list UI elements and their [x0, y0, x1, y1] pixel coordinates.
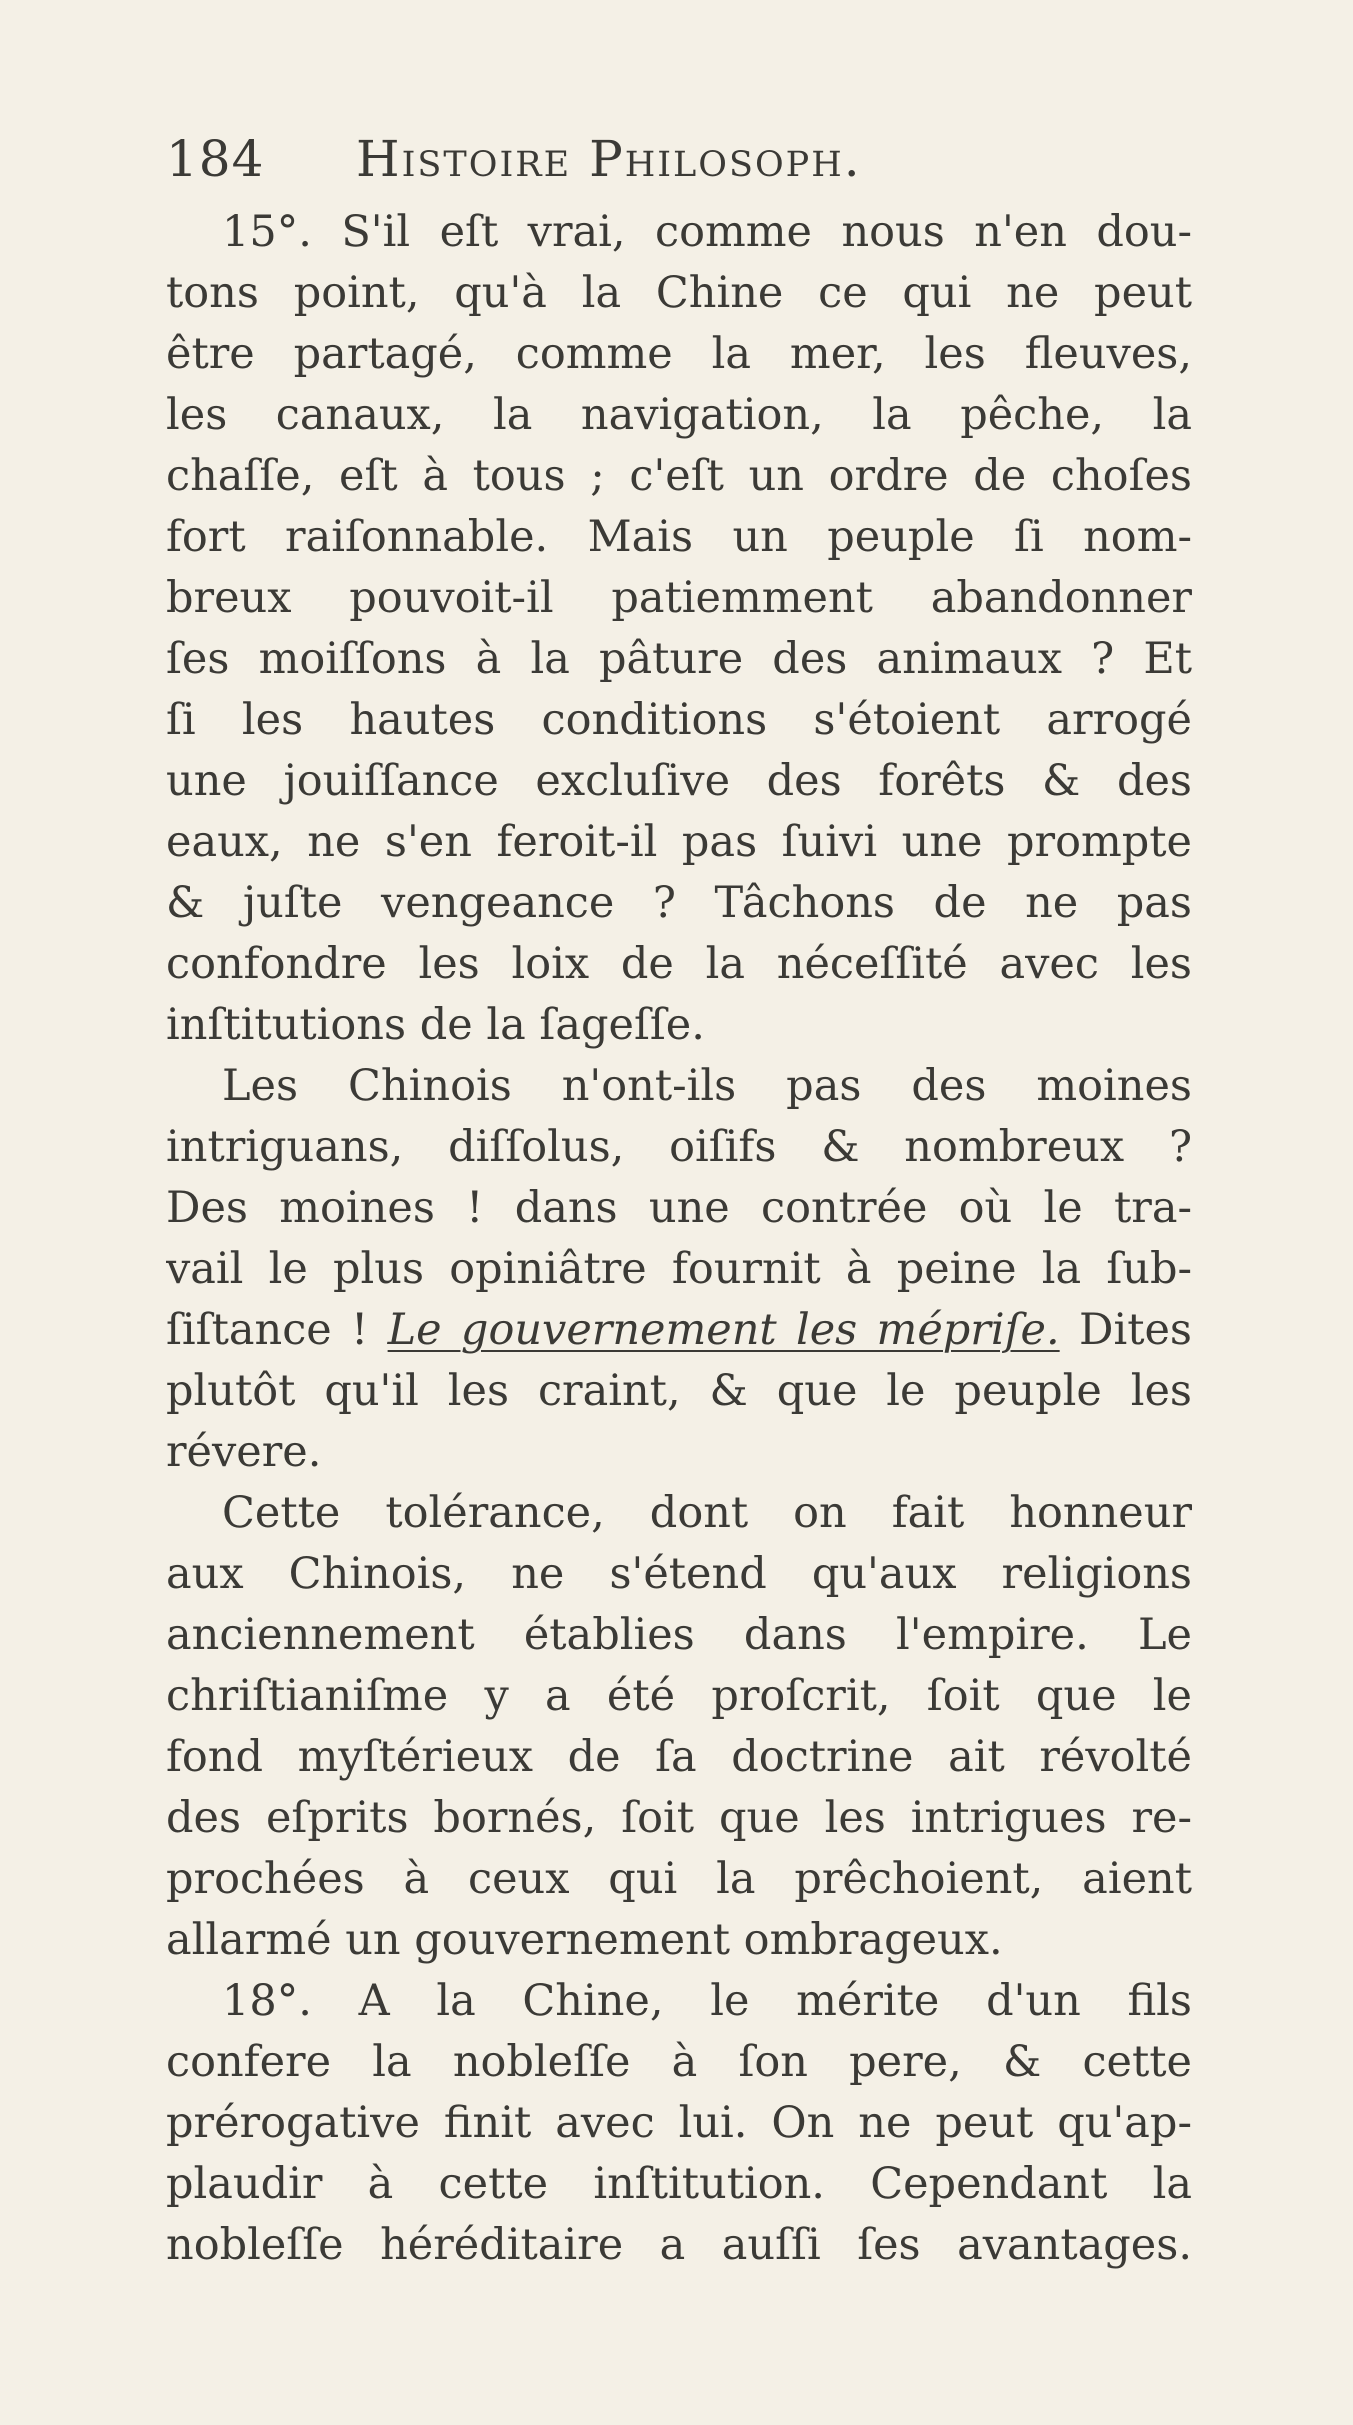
text-line: aux Chinois, ne s'étend qu'aux religions [166, 1549, 1192, 1599]
text-segment: ſiſtance ! [166, 1305, 388, 1355]
text-line: breux pouvoit-il patiemment abandonner [166, 573, 1192, 623]
text-line: plutôt qu'il les craint, & que le peuple les [166, 1366, 1192, 1416]
text-line: eaux, ne s'en feroit-il pas ſuivi une prompte [166, 817, 1192, 867]
text-line: ſi les hautes conditions s'étoient arrogé [166, 695, 1192, 745]
text-line: chaſſe, eſt à tous ; c'eſt un ordre de choſes [166, 451, 1192, 501]
text-line: Cette tolérance, dont on fait honneur [222, 1488, 1192, 1538]
page-header [166, 128, 1206, 190]
text-line: ſes moiſſons à la pâture des animaux ? Et [166, 634, 1192, 684]
text-segment: Dites [1059, 1305, 1192, 1355]
text-line: confere la nobleſſe à ſon pere, & cette [166, 2037, 1192, 2087]
text-line: chriſtianiſme y a été proſcrit, ſoit que le [166, 1671, 1192, 1721]
text-line: confondre les loix de la néceſſité avec les [166, 939, 1192, 989]
text-line: Les Chinois n'ont-ils pas des moines [222, 1061, 1192, 1111]
text-line: fond myſtérieux de ſa doctrine ait révolté [166, 1732, 1192, 1782]
text-line: allarmé un gouvernement ombrageux. [166, 1915, 1003, 1965]
text-line: nobleſſe héréditaire a auſſi ſes avantages. [166, 2220, 1192, 2270]
text-line: Des moines ! dans une contrée où le tra- [166, 1183, 1192, 1233]
text-line: être partagé, comme la mer, les fleuves, [166, 329, 1192, 379]
text-line-with-italic [166, 1300, 1192, 1361]
body-text [166, 202, 1192, 2276]
text-line: prérogative finit avec lui. On ne peut qu'ap- [166, 2098, 1192, 2148]
text-line: des eſprits bornés, ſoit que les intrigues re- [166, 1793, 1192, 1843]
text-line: une jouiſſance excluſive des forêts & des [166, 756, 1192, 806]
text-line: les canaux, la navigation, la pêche, la [166, 390, 1192, 440]
text-line: fort raiſonnable. Mais un peuple ſi nom- [166, 512, 1192, 562]
running-title: Histoire Philosoph. [356, 130, 862, 188]
text-line: plaudir à cette inſtitution. Cependant la [166, 2159, 1192, 2209]
italic-quotation: Le gouvernement les mépriſe. [387, 1305, 1060, 1355]
text-line: anciennement établies dans l'empire. Le [166, 1610, 1192, 1660]
text-line: révere. [166, 1427, 322, 1477]
text-line: vail le plus opiniâtre fournit à peine la ſub- [166, 1244, 1192, 1294]
text-line: 15°. S'il eſt vrai, comme nous n'en dou- [222, 207, 1192, 257]
text-line: tons point, qu'à la Chine ce qui ne peut [166, 268, 1192, 318]
text-line: 18°. A la Chine, le mérite d'un fils [222, 1976, 1192, 2026]
page-number: 184 [166, 130, 265, 188]
text-line: prochées à ceux qui la prêchoient, aient [166, 1854, 1192, 1904]
text-line: intriguans, diſſolus, oiſifs & nombreux ? [166, 1122, 1192, 1172]
text-line: & juſte vengeance ? Tâchons de ne pas [166, 878, 1192, 928]
text-line: inſtitutions de la ſageſſe. [166, 1000, 705, 1050]
